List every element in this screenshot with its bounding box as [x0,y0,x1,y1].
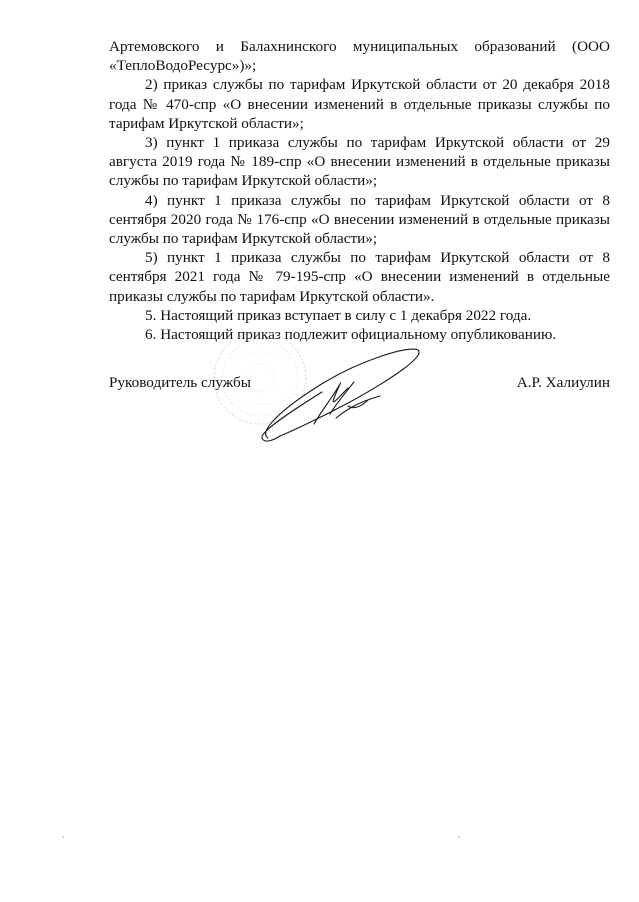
paragraph-item-5: 5) пункт 1 приказа службы по тарифам Иркутской области от 8 сентября 2021 года № 79-195-спр «О внесении изменений в отдельные приказы службы по тарифам Иркутской области». [109,249,610,305]
scan-artifact [62,836,64,838]
paragraph-item-2: 2) приказ службы по тарифам Иркутской области от 20 декабря 2018 года № 470-спр «О внесении изменений в отдельные приказы службы по тарифам Иркутской области»; [109,76,610,132]
signer-name: А.Р. Халиулин [516,374,610,391]
signer-position: Руководитель службы [109,374,251,391]
scan-artifact [458,836,460,838]
document-body [109,37,610,344]
paragraph-continuation: Артемовского и Балахнинского муниципальных образований (ООО «ТеплоВодоРесурс»)»; [109,38,610,75]
paragraph-item-3: 3) пункт 1 приказа службы по тарифам Иркутской области от 29 августа 2019 года № 189-спр «О внесении изменений в отдельные приказы службы по тарифам Иркутской области»; [109,134,610,190]
paragraph-clause-6: 6. Настоящий приказ подлежит официальному опубликованию. [145,326,557,344]
paragraph-item-4: 4) пункт 1 приказа службы по тарифам Иркутской области от 8 сентября 2020 года № 176-спр «О внесении изменений в отдельные приказы службы по тарифам Иркутской области»; [109,191,610,248]
paragraph-clause-5: 5. Настоящий приказ вступает в силу с 1 декабря 2022 года. [145,306,532,324]
handwritten-signature [250,340,430,450]
